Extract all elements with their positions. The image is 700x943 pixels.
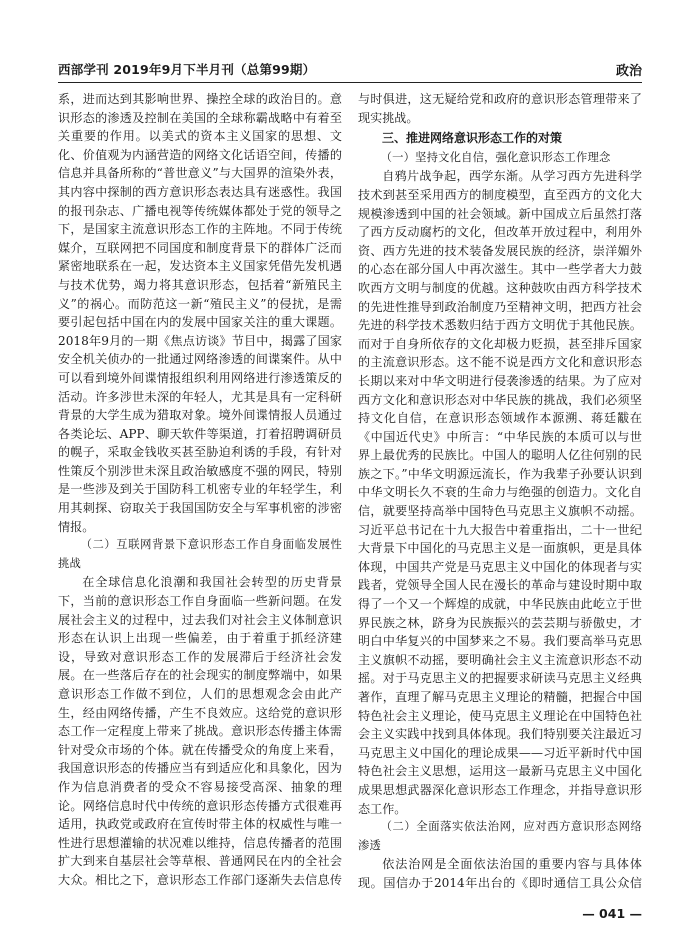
body-paragraph: 系，进而达到其影响世界、操控全球的政治目的。意识形态的渗透及控制在美国的全球称霸战略中有着至关重要的作用。以美式的资本主义国家的思想、文化、价值观为内涵营造的网络文化话语空间，传播的信息并具备所称的“普世意义”与大国界的渲染外表，其内容中探制的西方意识形态表达具有迷惑性。我国的报刊杂志、广播电视等传统媒体都处于党的领导之下，是国家主流意识形态工作的主阵地。不同于传统媒介，互联网把不同国度和制度背景下的群体广泛而紧密地联系在一起，发达资本主义国家凭借先发机遇与技术优势，竭力将其意识形态，包括着“新殖民主义”的祸心。而防范这一新“殖民主义”的侵扰，是需要引起包括中国在内的发展中国家关注的重大课题。2018年9月的一期《焦点访谈》节目中，揭露了国家安全机关侦办的一批通过网络渗透的间谍案件。从中可以看到境外间谍情报组织利用网络进行渗透策反的活动。许多涉世未深的年轻人，尤其是具有一定科研背景的大学生成为猎取对象。境外间谍情报人员通过各类论坛、APP、聊天软件等渠道，打着招聘调研员的幌子，采取金钱收买甚至胁迫利诱的手段，有针对性策反个别涉世未深且政治敏感度不强的网民，特别是一些涉及到关于国防科工机密专业的年轻学生，利用其刺探、窃取关于我国国防安全与军事机密的涉密情报。: [58, 92, 342, 534]
subsection-heading: （二）全面落实依法治网，应对西方意识形态网络渗透: [358, 820, 642, 852]
body-paragraph: 依法治网是全面依法治国的重要内容与具体体现。国信办于2014年出台的《即时通信工具公众信: [358, 857, 642, 890]
page-header: [58, 58, 642, 80]
section-heading: 三、推进网络意识形态工作的对策: [382, 131, 563, 146]
body-paragraph: 与时俱进，这无疑给党和政府的意识形态管理带来了现实挑战。: [358, 92, 642, 125]
body-paragraph: 在全球信息化浪潮和我国社会转型的历史背景下，当前的意识形态工作自身面临一些新问题。在发展社会主义的过程中，过去我们对社会主义体制意识形态在认识上出现一些偏差，由于着重于抓经济建设，导致对意识形态工作的发展滞后于经济社会发展。在一些落后存在的社会现实的制度弊端中，如果意识形态工作做不到位，人们的思想观念会由此产生，经由网络传播，产生不良效应。这给党的意识形态工作一定程度上带来了挑战。意识形态传播主体需针对受众市场的个体。就在传播受众的角度上来看，我国意识形态的传播应当有到适应化和具象化，因为作为信息消费者的受众不容易接受高深、抽象的理论。网络信息时代中传统的意识形态传播方式很难再适用，执政党或政府在宣传时带主体的权威性与唯一性进行思想灌输的状况难以维持，信息传播者的范围扩大到来自基层社会等草根、普通网民在内的全社会大众。相比之下，意识形态工作部门逐渐失去信息传: [58, 575, 342, 887]
page-number: — 041 —: [582, 906, 642, 921]
journal-title: 西部学刊 2019年9月下半月刊（总第99期）: [58, 62, 316, 77]
right-text-column: [358, 90, 642, 890]
section-name: 政治: [615, 64, 642, 79]
subsection-heading: （一）坚持文化自信，强化意识形态工作理念: [380, 150, 611, 164]
body-paragraph: 自鸦片战争起，西学东渐。从学习西方先进科学技术到甚至采用西方的制度模型，直至西方的文化大规模渗透到中国的社会领域。新中国成立后虽然打落了西方反动腐朽的文化，但改革开放过程中，利用外资、西方先进的技术装备发展民族的经济，崇洋媚外的心态在部分国人中再次滋生。其中一些学者大力鼓吹西方文明与制度的优越。这种鼓吹由西方科学技术的先进性推导到政治制度乃至精神文明，把西方社会先进的科学技术悉数归结于西方文明优于其他民族。而对于自身所依存的文化却极力贬损，甚至排斥国家的主流意识形态。这不能不说是西方文化和意识形态长期以来对中华文明进行侵袭渗透的结果。为了应对西方文化和意识形态对中华民族的挑战，我们必须坚持文化自信，在意识形态领域作本源溯、蒋廷黻在《中国近代史》中所言：“中华民族的本质可以与世界上最优秀的民族比。中国人的聪明人亿往何别的民族之下。”中华文明源远流长，作为我辈子孙要认识到中华文明长久不衰的生命力与绝强的创造力。文化自信，就要坚持高举中国特色马克思主义旗帜不动摇。习近平总书记在十九大报告中着重指出，二十一世纪大背景下中国化的马克思主义是一面旗帜，更是具体体现，中国共产党是马克思主义中国化的体现者与实践者，党领导全国人民在漫长的革命与建设时期中取得了一个又一个辉煌的成就，中华民族由此屹立于世界民族之林，跻身为民族振兴的芸芸期与骄傲史，才明白中华复兴的中国梦来之不易。我们要高举马克思主义旗帜不动摇，要明确社会主义主流意识形态不动摇。对于马克思主义的把握要求研读马克思主义经典著作，直理了解马克思主义理论的精髓，把握合中国特色社会主义理论，使马克思主义理论在中国特色社会主义实践中找到具体体现。我们特别要关注最近习马克思主义中国化的理论成果——习近平新时代中国特色社会主义思想，运用这一最新马克思主义中国化成果思想武器深化意识形态工作理念，并指导意识形态工作。: [358, 169, 642, 816]
subsection-heading: （二）互联网背景下意识形态工作自身面临发展性挑战: [58, 538, 342, 570]
left-text-column: [58, 90, 342, 890]
header-divider: [58, 82, 642, 83]
